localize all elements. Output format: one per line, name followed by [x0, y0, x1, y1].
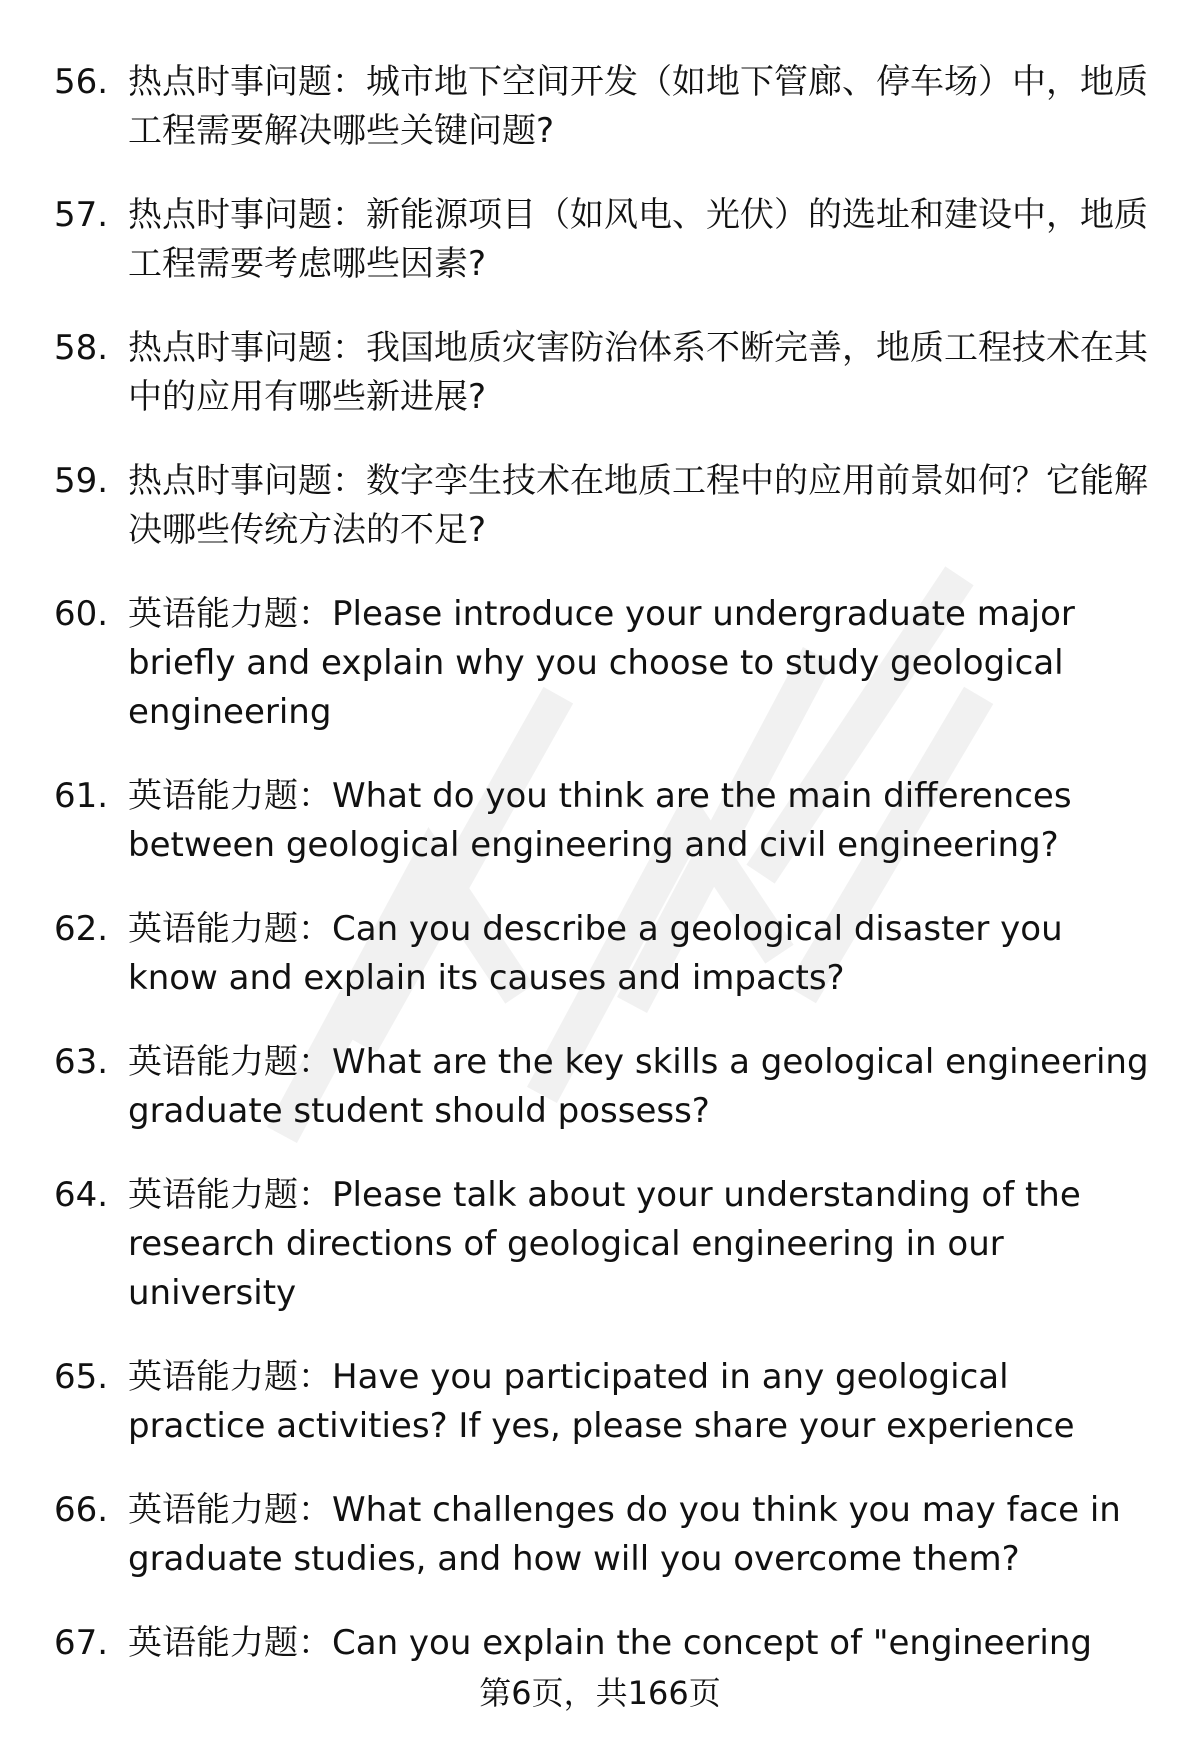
question-number: 59. — [54, 461, 109, 501]
question-text: 英语能力题：Have you participated in any geological practice activities? If yes, please share your experience — [128, 1357, 1075, 1446]
list-item — [54, 191, 1154, 289]
question-text: 热点时事问题：数字孪生技术在地质工程中的应用前景如何？它能解决哪些传统方法的不足? — [128, 461, 1148, 550]
question-list — [54, 58, 1154, 1703]
question-number: 63. — [54, 1042, 109, 1082]
question-text: 英语能力题：Please introduce your undergraduate major briefly and explain why you choose to study geological engineering — [128, 594, 1075, 732]
question-number: 67. — [54, 1623, 109, 1663]
page-footer: 第6页，共166页 — [479, 1674, 721, 1712]
question-text: 英语能力题：Can you describe a geological disaster you know and explain its causes and impacts? — [128, 909, 1063, 998]
list-item — [54, 58, 1154, 156]
list-item — [54, 1038, 1154, 1136]
list-item — [54, 772, 1154, 870]
question-number: 56. — [54, 62, 109, 102]
question-number: 66. — [54, 1490, 109, 1530]
list-item — [54, 1486, 1154, 1584]
question-number: 65. — [54, 1357, 109, 1397]
question-text: 热点时事问题：我国地质灾害防治体系不断完善，地质工程技术在其中的应用有哪些新进展? — [128, 328, 1148, 417]
question-number: 57. — [54, 195, 109, 235]
list-item — [54, 1353, 1154, 1451]
question-text: 热点时事问题：城市地下空间开发（如地下管廊、停车场）中，地质工程需要解决哪些关键问题? — [128, 62, 1148, 151]
question-number: 61. — [54, 776, 109, 816]
question-number: 62. — [54, 909, 109, 949]
question-text: 英语能力题：What are the key skills a geological engineering graduate student should possess? — [128, 1042, 1149, 1131]
list-item — [54, 1619, 1154, 1668]
list-item — [54, 905, 1154, 1003]
list-item — [54, 457, 1154, 555]
question-number: 60. — [54, 594, 109, 634]
question-text: 英语能力题：What do you think are the main differences between geological engineering and civil engineering? — [128, 776, 1072, 865]
question-text: 热点时事问题：新能源项目（如风电、光伏）的选址和建设中，地质工程需要考虑哪些因素? — [128, 195, 1148, 284]
question-number: 64. — [54, 1175, 109, 1215]
list-item — [54, 590, 1154, 737]
question-number: 58. — [54, 328, 109, 368]
list-item — [54, 324, 1154, 422]
list-item — [54, 1171, 1154, 1318]
question-text: 英语能力题：Please talk about your understanding of the research directions of geological engineering in our university — [128, 1175, 1081, 1313]
question-text: 英语能力题：What challenges do you think you may face in graduate studies, and how will you overcome them? — [128, 1490, 1121, 1579]
question-text: 英语能力题：Can you explain the concept of "engineering — [128, 1623, 1092, 1663]
